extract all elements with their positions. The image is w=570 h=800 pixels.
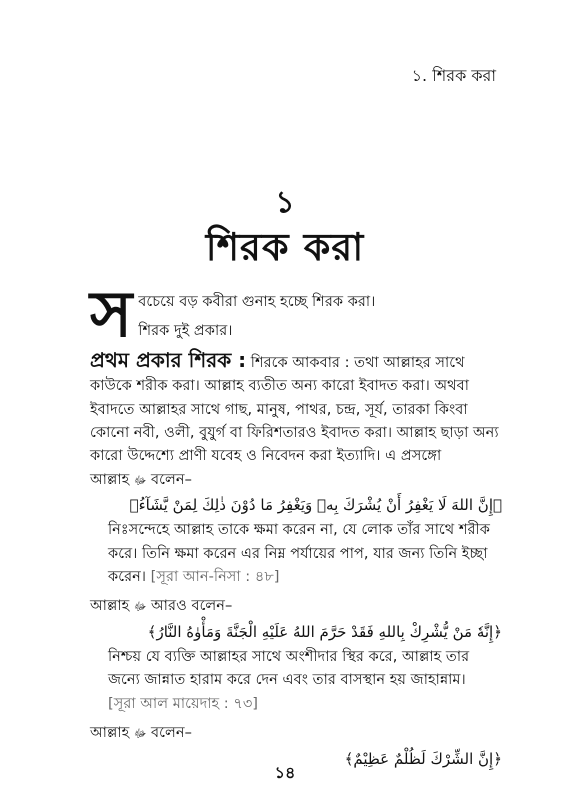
section1-heading: প্রথম প্রকার শিরক : [90,347,247,372]
intro-paragraph [90,278,502,352]
says-allah: আল্লাহ [90,470,130,488]
chapter-number: ১ [275,185,295,220]
says-line-3 [90,721,502,745]
translation-2-text: নিশ্চয় যে ব্যক্তি আল্লাহর সাথে অংশীদার স্থির করে, আল্লাহ তার জন্যে জান্নাত হারাম করে দেন এবং তার বাসস্থান হয় জাহান্নাম। [108,647,470,689]
says-verb: বলেন– [151,470,192,488]
translation-2 [108,645,502,715]
running-head: ১. শিরক করা [411,66,496,85]
says-line-2 [90,594,502,618]
arabic-verse-1: ﴿إِنَّ اللهَ لَا يَغْفِرُ أَنْ يُشْرَكَ بِهٖ وَيَغْفِرُ مَا دُوْنَ ذٰلِكَ لِمَنْ يَّشَآءُ﴾ [129,496,502,515]
says-allah: আল্লাহ [90,724,130,742]
says-line-1 [90,468,502,492]
honorific-symbol: ﷻ [133,600,147,614]
intro-line-1: বচেয়ে বড় কবীরা গুনাহ হচ্ছে শিরক করা। [138,293,376,310]
says-verb: বলেন– [151,724,192,742]
reference-1: [সূরা আন-নিসা : ৪৮] [150,568,280,586]
translation-1 [108,518,502,588]
reference-2: [সূরা আল মায়েদাহ : ৭৩] [108,694,258,712]
arabic-verse-3: ﴿إِنَّ الشِّرْكَ لَظُلْمٌ عَظِيْمٌ﴾ [344,749,502,768]
says-verb: আরও বলেন– [151,597,233,615]
page-number: ১৪ [274,763,296,782]
honorific-symbol: ﷻ [133,473,147,487]
chapter-title: শিরক করা [205,225,365,269]
body-text [90,278,502,772]
drop-cap: স [90,278,133,352]
section1-paragraph [90,349,502,468]
says-allah: আল্লাহ [90,597,130,615]
intro-line-2: শিরক দুই প্রকার। [138,322,233,340]
section1-text: শিরকে আকবার : তথা আল্লাহর সাথে কাউকে শরীক করা। আল্লাহ ব্যতীত অন্য কারো ইবাদত করা। অথবা ইবাদতে আল্লাহর সাথে গাছ, মানুষ, পাথর, চন্দ্র, সূর্য, তারকা কিংবা কোনো নবী, ওলী, বুযুর্গ বা ফিরিশতারও ইবাদত করা। আল্লাহ ছাড়া অন্য কারো উদ্দেশ্যে প্রাণী যবেহ ও নিবেদন করা ইত্যাদি। এ প্রসঙ্গো [90,353,499,465]
honorific-symbol: ﷻ [133,727,147,741]
arabic-verse-2: ﴿إِنَّهٗ مَنْ يُّشْرِكْ بِاللهِ فَقَدْ حَرَّمَ اللهُ عَلَيْهِ الْجَنَّةَ وَمَأْوٰهُ النَّارُ﴾ [147,622,502,641]
translation-1-text: নিঃসন্দেহে আল্লাহ তাকে ক্ষমা করেন না, যে লোক তাঁর সাথে শরীক করে। তিনি ক্ষমা করেন এর নিম্ন পর্যায়ের পাপ, যার জন্য তিনি ইচ্ছা করেন। [108,521,490,586]
